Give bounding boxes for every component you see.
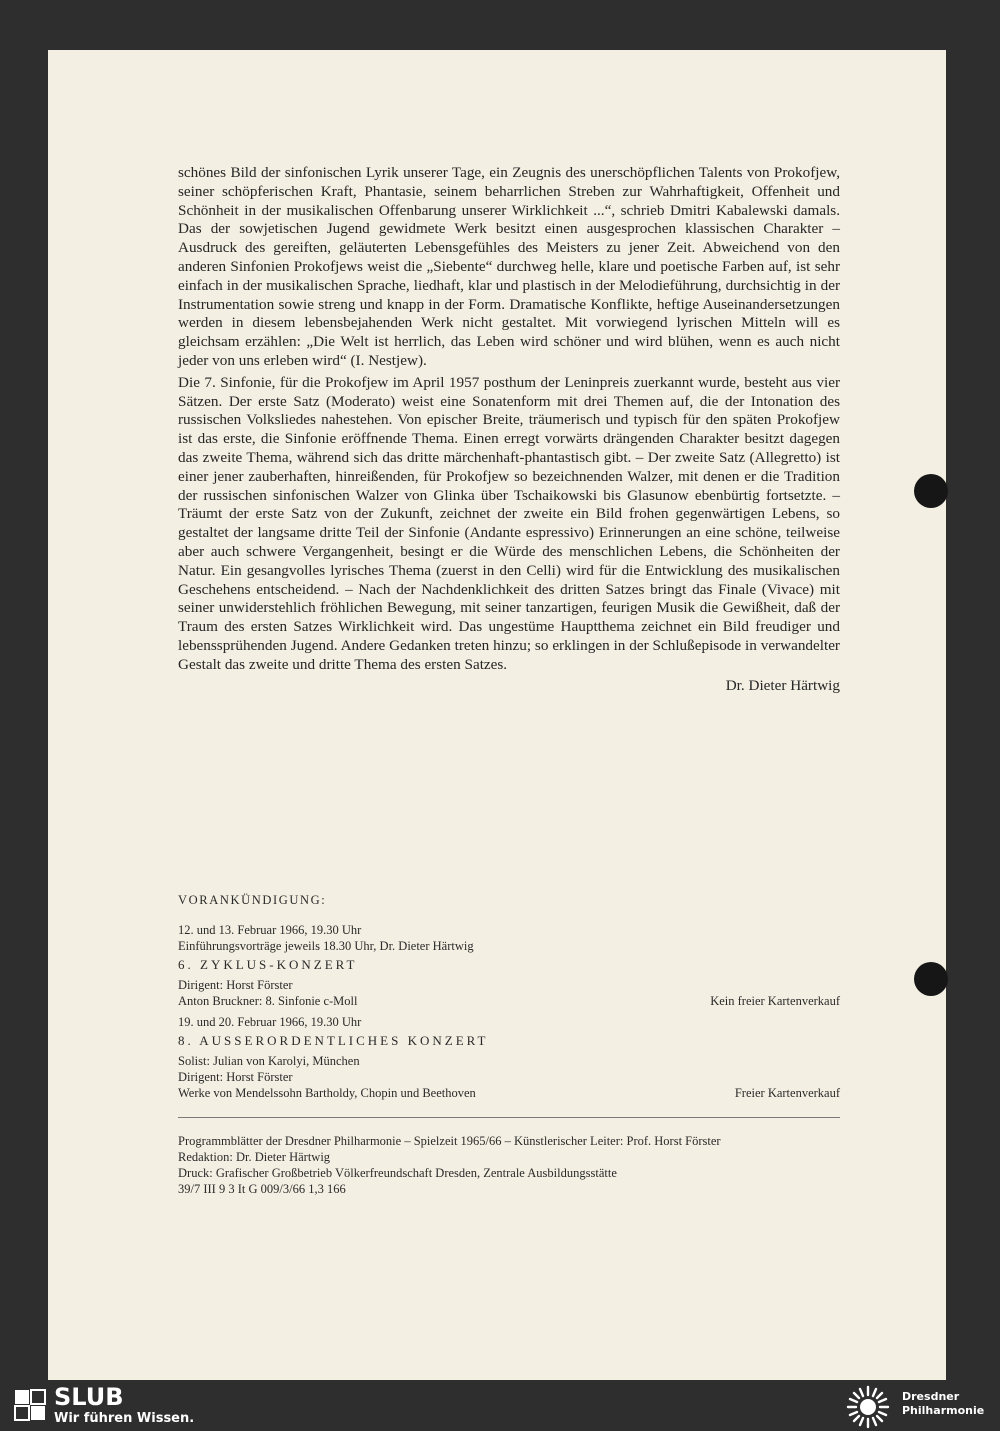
event-person: Solist: Julian von Karolyi, München: [178, 1054, 360, 1068]
event-person: Dirigent: Horst Förster: [178, 978, 293, 992]
paragraph: schönes Bild der sinfonischen Lyrik unserer Tage, ein Zeugnis des unerschöpflichen Talents von Prokofjew, seiner schöpferischen Kraft, Phantasie, seinem beharrlichen Streben zur Wahrhaftigkeit, Offenheit und Schönheit in der musikalischen Offenbarung unserer Wirklichkeit ...“, schrieb Dmitri Kabalewski damals. Das der sowjetischen Jugend gewidmete Werk besitzt einen ausgesprochen klassischen Charakter – Ausdruck des gereiften, geläuterten Lebensgefühles des Meisters zu jener Zeit. Abweichend von den anderen Sinfonien Prokofjews weist die „Siebente“ durchweg helle, klare und poetische Farben auf, ist sehr einfach in der musikalischen Sprache, liedhaft, klar und plastisch in der Melodieführung, durchsichtig in der Instrumentation sowie streng und knapp in der Form. Dramatische Konflikte, heftige Auseinandersetzungen werden in diesem lebensbejahenden Werk nicht gestaltet. Mit vorwiegend lyrischen Mitteln will es gleichsam erzählen: „Die Welt ist herrlich, das Leben wird schöner und wird blühen, wenn es auch nicht jeder von uns erleben wird“ (I. Nestjew).: [178, 164, 840, 369]
event-tickets: Kein freier Kartenverkauf: [710, 994, 840, 1008]
event-program: Werke von Mendelssohn Bartholdy, Chopin und Beethoven: [178, 1086, 476, 1100]
colophon-line: 39/7 III 9 3 It G 009/3/66 1,3 166: [178, 1182, 346, 1196]
punch-hole: [914, 474, 948, 508]
philharmonie-line: Dresdner: [902, 1390, 960, 1403]
event-person: Dirigent: Horst Förster: [178, 1070, 293, 1084]
event-date: 19. und 20. Februar 1966, 19.30 Uhr: [178, 1015, 362, 1029]
event-title: 6. ZYKLUS-KONZERT: [178, 957, 358, 972]
slub-name[interactable]: SLUB: [54, 1383, 124, 1411]
event-note: Einführungsvorträge jeweils 18.30 Uhr, Dr. Dieter Härtwig: [178, 939, 474, 953]
punch-hole: [914, 962, 948, 996]
philharmonie-logo-icon[interactable]: [842, 1385, 894, 1429]
footer-bar: [0, 1381, 1000, 1431]
philharmonie-line: Philharmonie: [902, 1404, 985, 1417]
colophon-line: Redaktion: Dr. Dieter Härtwig: [178, 1150, 331, 1164]
event-program: Anton Bruckner: 8. Sinfonie c-Moll: [178, 994, 358, 1008]
concert-event: [178, 1014, 840, 1101]
colophon: [178, 1133, 840, 1197]
divider: [178, 1117, 840, 1118]
announcement: [178, 892, 840, 1101]
article-body: [178, 164, 840, 695]
slub-logo-icon[interactable]: [12, 1387, 48, 1423]
event-title: 8. AUSSERORDENTLICHES KONZERT: [178, 1033, 489, 1048]
concert-event: [178, 922, 840, 1009]
philharmonie-name[interactable]: [902, 1390, 984, 1418]
announcement-heading: VORANKÜNDIGUNG:: [178, 893, 327, 907]
event-tickets: Freier Kartenverkauf: [734, 1086, 840, 1100]
colophon-line: Programmblätter der Dresdner Philharmonie – Spielzeit 1965/66 – Künstlerischer Leiter: Prof. Horst Förster: [178, 1134, 721, 1148]
event-date: 12. und 13. Februar 1966, 19.30 Uhr: [178, 923, 362, 937]
colophon-line: Druck: Grafischer Großbetrieb Völkerfreundschaft Dresden, Zentrale Ausbildungsstätte: [178, 1166, 617, 1180]
slub-tagline: Wir führen Wissen.: [54, 1411, 195, 1426]
paragraph: Die 7. Sinfonie, für die Prokofjew im April 1957 posthum der Leninpreis zuerkannt wurde, besteht aus vier Sätzen. Der erste Satz (Moderato) weist eine Sonatenform mit drei Themen auf, die der Intonation des russischen Volksliedes nahestehen. Von epischer Breite, träumerisch und typisch für den späten Prokofjew ist das erste, die Sinfonie eröffnende Thema. Einen erregt vorwärts drängenden Charakter besitzt dagegen das zweite Thema, während sich das dritte märchenhaft-phantastisch gibt. – Der zweite Satz (Allegretto) ist einer jener zauberhaften, hinreißenden, für Prokofjew so bezeichnenden Walzer, mit denen er die Tradition der russischen sinfonischen Walzer von Glinka über Tschaikowski bis Glasunow ebenbürtig fortsetzte. – Träumt der erste Satz von der Zukunft, zeichnet der zweite ein Bild frohen gegenwärtigen Lebens, so gestaltet der langsame dritte Teil der Sinfonie (Andante espressivo) Erinnerungen an eine schöne, teilweise aber auch schwere Vergangenheit, besingt er die Würde des menschlichen Lebens, die Schönheiten der Natur. Ein gesangvolles lyrisches Thema (zuerst in den Celli) wird für die Entwicklung des musikalischen Geschehens entscheidend. – Nach der Nachdenklichkeit des dritten Satzes bringt das Finale (Vivace) mit seiner unwiderstehlich fröhlichen Bewegung, mit seiner tanzartigen, feurigen Musik die Gewißheit, daß der Traum des ersten Satzes Wirklichkeit wird. Das ungestüme Hauptthema zeichnet ein Bild freudiger und lebenssprühenden Jugend. Andere Gedanken treten hinzu; so erklingen in der Schlußepisode in verwandelter Gestalt das zweite und dritte Thema des ersten Satzes.: [178, 373, 840, 673]
author-signature: Dr. Dieter Härtwig: [725, 676, 840, 694]
